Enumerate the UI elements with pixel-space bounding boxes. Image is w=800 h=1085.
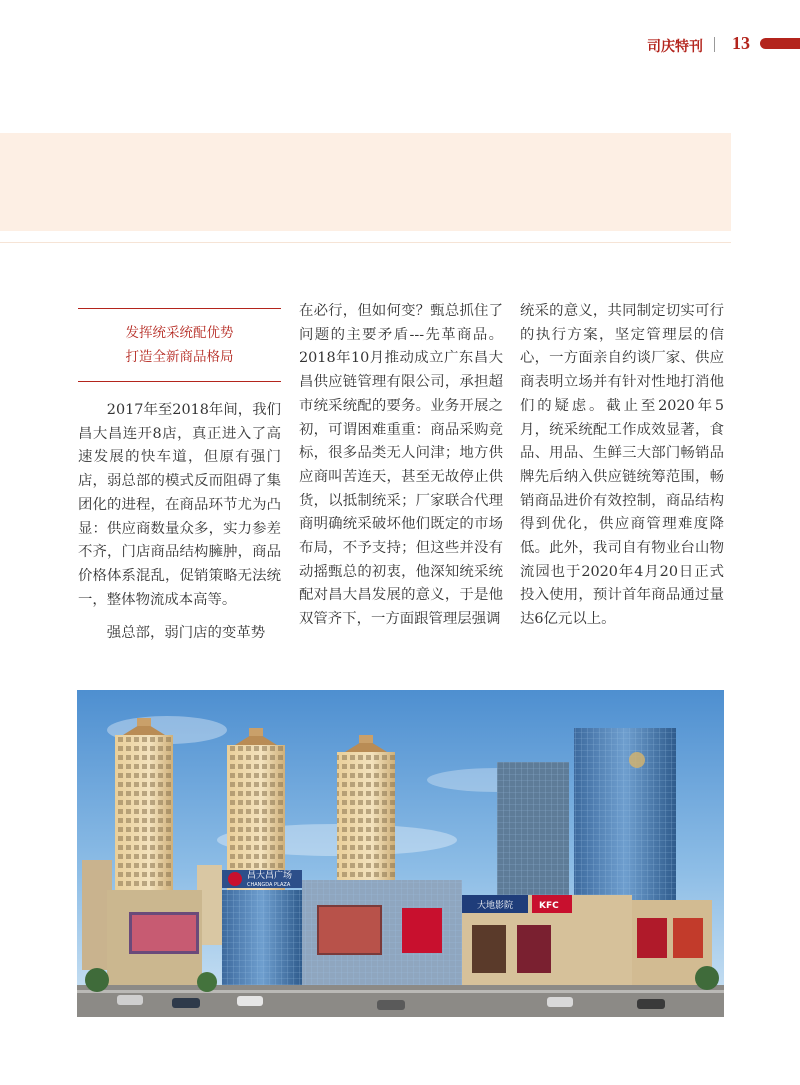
paragraph: 在必行，但如何变？甄总抓住了问题的主要矛盾---先革商品。2018年10月推动成立广东昌大昌供应链管理有限公司，承担超市统采统配的要务。业务开展之初，可谓困难重重：商品采购竞标，很多品类无人问津；地方供应商叫苦连天，甚至无故停止供货，以抵制统采；厂家联合代理商明确统采破坏他们既定的市场布局，不予支持；但这些并没有动摇甄总的初衷，他深知统采统配对昌大昌发展的意义，于是他双管齐下，一方面跟管理层强调 xyxy=(299,303,503,628)
banner-divider xyxy=(0,242,731,243)
paragraph: 2017年至2018年间，我们昌大昌连开8店，真正进入了高速发展的快车道，但原有强门店，弱总部的模式反而阻碍了集团化的进程，在商品环节尤为凸显：供应商数量众多，实力参差不齐，门店商品结构臃肿，商品价格体系混乱，促销策略无法统一，整体物流成本高等。 xyxy=(78,402,281,608)
mall-sign-en-text: CHANGDA PLAZA xyxy=(247,882,291,888)
article-column-2 xyxy=(299,300,503,632)
article-column-1 xyxy=(78,300,281,646)
top-banner xyxy=(0,133,731,231)
section-heading-line-2: 打造全新商品格局 xyxy=(125,349,234,365)
mall-building-photo xyxy=(77,690,724,1017)
section-heading-line-1: 发挥统采统配优势 xyxy=(125,325,234,341)
article-column-3 xyxy=(520,300,724,632)
section-title: 司庆特刊 xyxy=(647,39,703,55)
paragraph: 统采的意义，共同制定切实可行的执行方案，坚定管理层的信心，一方面亲自约谈厂家、供应商表明立场并有针对性地打消他们的疑虑。截止至2020年5月，统采统配工作成效显著，食品、用品、生鲜三大部门畅销品牌先后纳入供应链统筹范围，畅销商品进价有效控制，商品结构得到优化，供应商管理难度降低。此外，我司自有物业台山物流园也于2020年4月20日正式投入使用，预计首年商品通过量达6亿元以上。 xyxy=(520,303,724,628)
header-accent-bar xyxy=(760,38,800,49)
kfc-sign-text: KFC xyxy=(539,901,559,911)
cinema-sign-text: 大地影院 xyxy=(477,901,514,911)
mall-sign-text: 昌大昌广场 xyxy=(247,871,293,881)
page-number: 13 xyxy=(732,33,750,53)
section-heading-box xyxy=(78,308,281,382)
header-divider xyxy=(714,37,715,52)
paragraph: 强总部，弱门店的变革势 xyxy=(106,625,266,642)
